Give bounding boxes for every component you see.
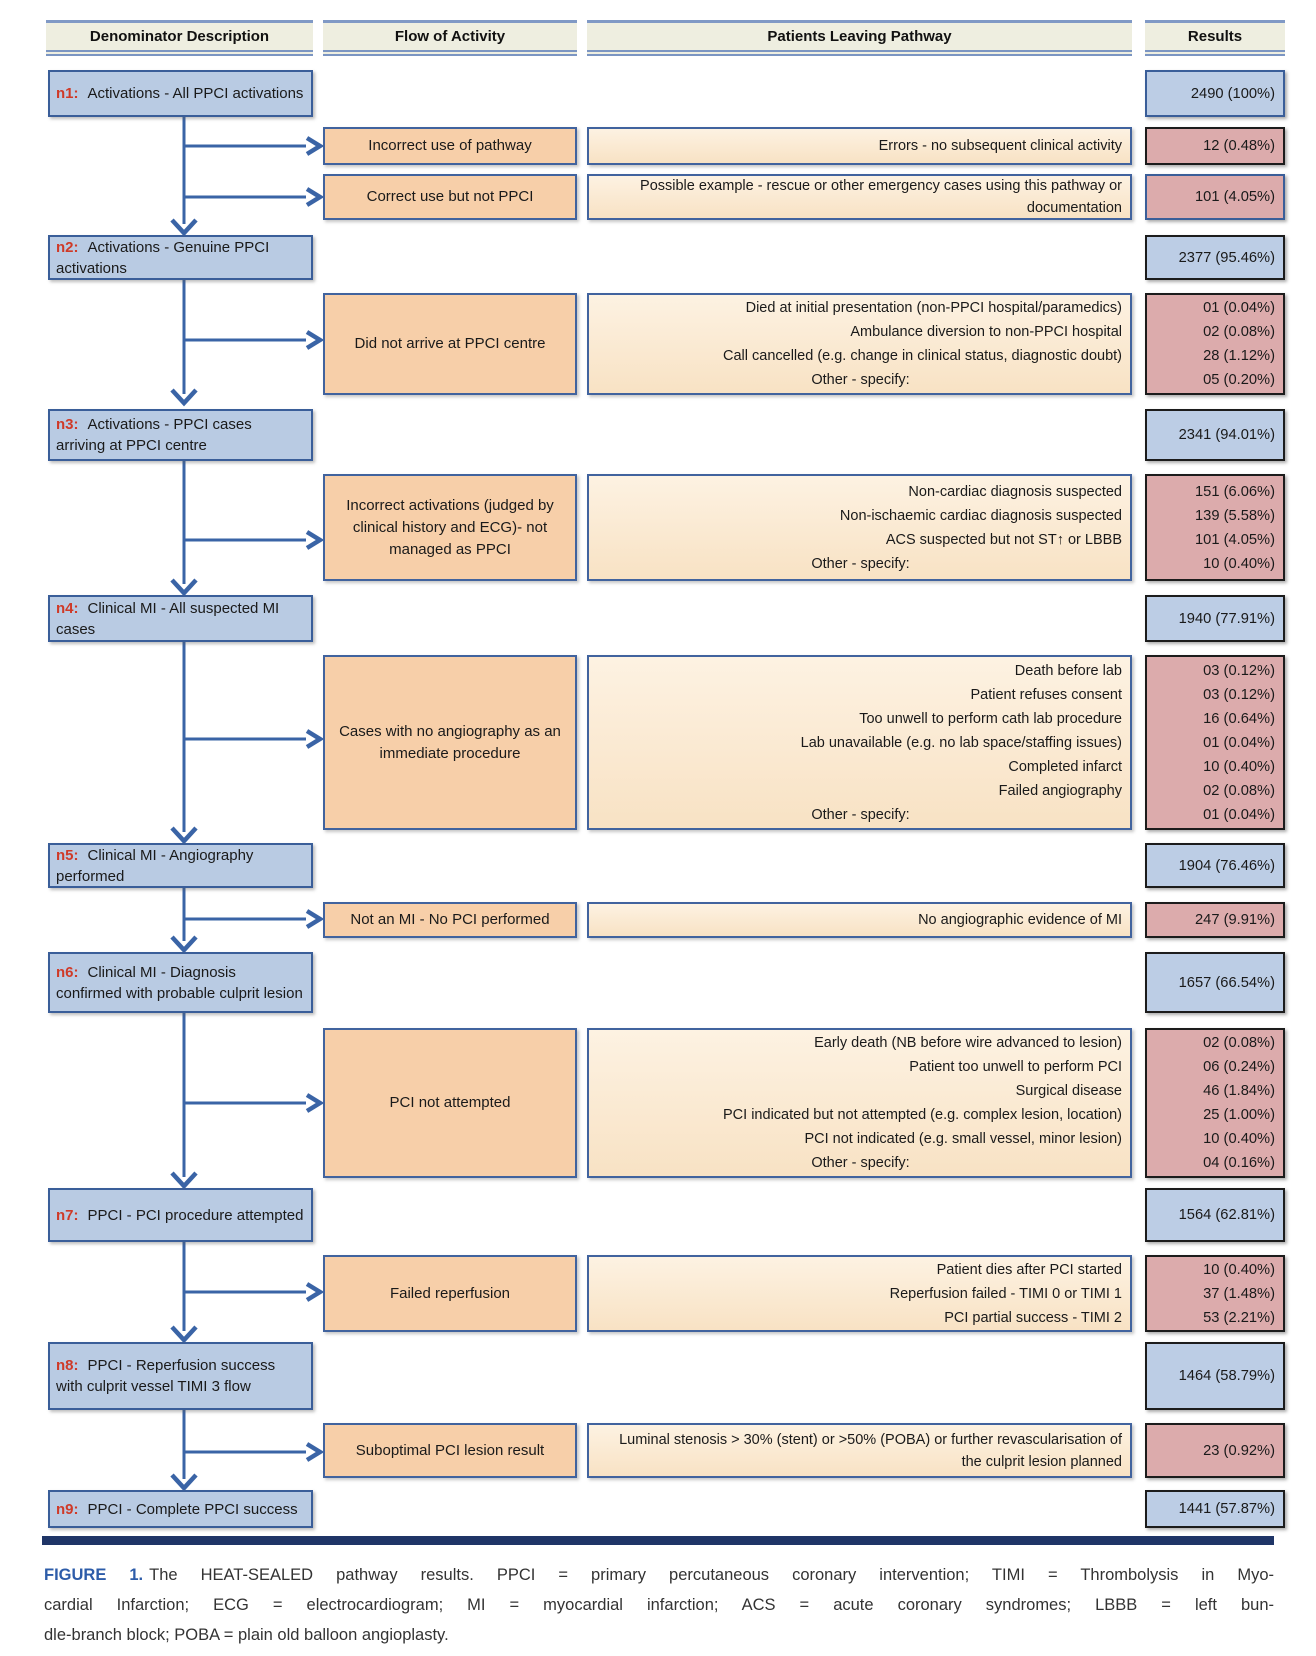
node-id: n6: xyxy=(56,963,79,981)
result-line: 05 (0.20%) xyxy=(1203,372,1275,388)
result-box-not-an-mi xyxy=(1145,902,1285,938)
result-box-incorrect-use xyxy=(1145,127,1285,165)
node-id: n3: xyxy=(56,416,79,433)
leaving-box-did-not-arrive xyxy=(587,293,1132,395)
node-label: Clinical MI - Diagnosis confirmed with probable culprit lesion xyxy=(56,963,303,1002)
result-box-incorrect-activations xyxy=(1145,474,1285,581)
result-value: 1464 (58.79%) xyxy=(1178,1368,1275,1384)
result-line: 10 (0.40%) xyxy=(1203,1131,1275,1147)
column-header-results xyxy=(1145,20,1285,56)
result-line: 139 (5.58%) xyxy=(1194,507,1275,524)
flow-box-not-an-mi xyxy=(323,902,577,938)
column-header-leaving xyxy=(587,20,1132,56)
result-line: 101 (4.05%) xyxy=(1194,531,1275,548)
caption-label: FIGURE 1. xyxy=(44,1566,144,1584)
flow-box-correct-not-ppci xyxy=(323,174,577,220)
reason-line: Failed angiography xyxy=(998,782,1122,799)
result-line: 01 (0.04%) xyxy=(1203,734,1275,751)
reason-line: Surgical disease xyxy=(1015,1083,1122,1099)
reason-line: ACS suspected but not ST↑ or LBBB xyxy=(885,531,1122,548)
column-header-flow xyxy=(323,20,577,56)
result-line: 06 (0.24%) xyxy=(1203,1059,1275,1075)
flow-label: Correct use but not PPCI xyxy=(366,188,534,205)
reason-line: Too unwell to perform cath lab procedure xyxy=(859,710,1122,727)
reason-line: Errors - no subsequent clinical activity xyxy=(878,138,1122,154)
figure-caption xyxy=(44,1560,1274,1650)
result-value: 1441 (57.87%) xyxy=(1178,1501,1275,1517)
result-value: 2377 (95.46%) xyxy=(1178,249,1275,266)
node-n6 xyxy=(48,952,313,1013)
result-value: 2490 (100%) xyxy=(1190,85,1275,102)
flow-box-no-angiography xyxy=(323,655,577,830)
reason-line: Lab unavailable (e.g. no lab space/staffing issues) xyxy=(800,734,1122,751)
result-line: 02 (0.08%) xyxy=(1203,324,1275,340)
node-id: n7: xyxy=(56,1206,79,1224)
node-n7 xyxy=(48,1188,313,1242)
leaving-box-pci-not-attempted xyxy=(587,1028,1132,1178)
result-line: 12 (0.48%) xyxy=(1203,138,1275,154)
reason-line: Completed infarct xyxy=(1008,758,1122,775)
caption-line xyxy=(44,1560,1274,1590)
node-n1 xyxy=(48,70,313,117)
reason-line: Other - specify: xyxy=(811,1155,910,1171)
reason-line: Death before lab xyxy=(1014,662,1122,679)
result-line: 28 (1.12%) xyxy=(1203,348,1275,364)
result-n8 xyxy=(1145,1342,1285,1410)
reason-line: Non-cardiac diagnosis suspected xyxy=(908,483,1122,500)
reason-line: PCI partial success - TIMI 2 xyxy=(944,1309,1122,1326)
node-n8 xyxy=(48,1342,313,1410)
node-label: Clinical MI - All suspected MI cases xyxy=(56,599,280,638)
caption-text: cardial Infarction; ECG = electrocardiogram; MI = myocardial infarction; ACS = acute coronary syndromes; LBBB = left bun- xyxy=(44,1596,1274,1614)
result-box-pci-not-attempted xyxy=(1145,1028,1285,1178)
node-id: n5: xyxy=(56,846,79,864)
result-n1 xyxy=(1145,70,1285,117)
flow-label: Did not arrive at PPCI centre xyxy=(354,335,546,352)
result-box-correct-not-ppci xyxy=(1145,174,1285,220)
result-line: 02 (0.08%) xyxy=(1203,782,1275,799)
flow-label: Suboptimal PCI lesion result xyxy=(355,1441,545,1459)
result-n7 xyxy=(1145,1188,1285,1242)
leaving-box-incorrect-use xyxy=(587,127,1132,165)
result-line: 151 (6.06%) xyxy=(1194,483,1275,500)
result-line: 53 (2.21%) xyxy=(1203,1309,1275,1326)
result-line: 01 (0.04%) xyxy=(1203,806,1275,823)
node-label: PPCI - PCI procedure attempted xyxy=(87,1206,304,1224)
reason-line: No angiographic evidence of MI xyxy=(918,912,1122,928)
leaving-box-suboptimal-result xyxy=(587,1423,1132,1478)
flow-label: Incorrect activations (judged by clinical history and ECG)- not managed as PPCI xyxy=(346,496,554,558)
flow-box-failed-reperfusion xyxy=(323,1255,577,1332)
result-line: 247 (9.91%) xyxy=(1194,912,1275,928)
node-label: Activations - All PPCI activations xyxy=(87,85,304,102)
node-label: Clinical MI - Angiography performed xyxy=(56,846,254,885)
flow-label: Failed reperfusion xyxy=(389,1284,511,1302)
flow-box-pci-not-attempted xyxy=(323,1028,577,1178)
result-value: 1657 (66.54%) xyxy=(1178,974,1275,991)
result-value: 1940 (77.91%) xyxy=(1178,610,1275,627)
reason-line: Patient refuses consent xyxy=(970,686,1122,703)
node-id: n8: xyxy=(56,1357,79,1374)
column-header-label: Flow of Activity xyxy=(394,28,506,45)
node-label: PPCI - Reperfusion success with culprit vessel TIMI 3 flow xyxy=(56,1357,276,1395)
node-n2 xyxy=(48,235,313,280)
result-line: 101 (4.05%) xyxy=(1194,189,1275,205)
result-line: 16 (0.64%) xyxy=(1203,710,1275,727)
flow-box-suboptimal-result xyxy=(323,1423,577,1478)
leaving-box-not-an-mi xyxy=(587,902,1132,938)
flow-box-incorrect-activations xyxy=(323,474,577,581)
caption-line xyxy=(44,1590,1274,1620)
node-label: Activations - PPCI cases arriving at PPCI centre xyxy=(56,416,252,454)
result-n4 xyxy=(1145,595,1285,642)
result-line: 46 (1.84%) xyxy=(1203,1083,1275,1099)
caption-line xyxy=(44,1620,1274,1650)
column-header-label: Results xyxy=(1187,28,1243,45)
result-line: 10 (0.40%) xyxy=(1203,758,1275,775)
result-n6 xyxy=(1145,952,1285,1013)
result-line: 10 (0.40%) xyxy=(1203,1261,1275,1278)
result-line: 23 (0.92%) xyxy=(1203,1442,1275,1459)
reason-line: Reperfusion failed - TIMI 0 or TIMI 1 xyxy=(889,1285,1122,1302)
reason-line: Patient dies after PCI started xyxy=(936,1261,1122,1278)
reason-line: PCI not indicated (e.g. small vessel, minor lesion) xyxy=(804,1131,1122,1147)
reason-line: Non-ischaemic cardiac diagnosis suspected xyxy=(839,507,1122,524)
result-n2 xyxy=(1145,235,1285,280)
column-header-label: Patients Leaving Pathway xyxy=(767,28,952,45)
reason-line: Call cancelled (e.g. change in clinical status, diagnostic doubt) xyxy=(723,348,1122,364)
flow-label: Cases with no angiography as an immediate procedure xyxy=(339,722,561,762)
result-box-did-not-arrive xyxy=(1145,293,1285,395)
flow-label: PCI not attempted xyxy=(389,1094,511,1111)
leaving-box-no-angiography xyxy=(587,655,1132,830)
column-header-label: Denominator Description xyxy=(89,28,270,45)
node-id: n9: xyxy=(56,1500,79,1518)
separator-bar xyxy=(42,1536,1274,1545)
flow-label: Incorrect use of pathway xyxy=(368,137,532,154)
node-label: Activations - Genuine PPCI activations xyxy=(56,238,270,277)
result-box-no-angiography xyxy=(1145,655,1285,830)
flow-label: Not an MI - No PCI performed xyxy=(350,911,550,928)
leaving-box-failed-reperfusion xyxy=(587,1255,1132,1332)
result-line: 04 (0.16%) xyxy=(1203,1155,1275,1171)
reason-line: Luminal stenosis > 30% (stent) or >50% (POBA) or further revascularisation of the culprit lesion planned xyxy=(619,1431,1122,1470)
result-box-suboptimal-result xyxy=(1145,1423,1285,1478)
reason-line: Early death (NB before wire advanced to lesion) xyxy=(814,1035,1122,1051)
result-line: 02 (0.08%) xyxy=(1203,1035,1275,1051)
reason-line: Ambulance diversion to non-PPCI hospital xyxy=(850,324,1122,340)
node-n9 xyxy=(48,1490,313,1528)
caption-text: dle-branch block; POBA = plain old balloon angioplasty. xyxy=(44,1626,449,1644)
result-line: 25 (1.00%) xyxy=(1203,1107,1275,1123)
result-line: 03 (0.12%) xyxy=(1203,686,1275,703)
result-line: 01 (0.04%) xyxy=(1203,300,1275,316)
result-value: 2341 (94.01%) xyxy=(1178,427,1275,443)
node-n3 xyxy=(48,409,313,461)
flow-box-did-not-arrive xyxy=(323,293,577,395)
caption-text: The HEAT-SEALED pathway results. PPCI = primary percutaneous coronary intervention; TIMI = Thrombolysis in Myo- xyxy=(149,1566,1274,1584)
node-n5 xyxy=(48,843,313,888)
reason-line: Other - specify: xyxy=(811,806,910,823)
leaving-box-correct-not-ppci xyxy=(587,174,1132,220)
reason-line: Possible example - rescue or other emergency cases using this pathway or documentation xyxy=(640,178,1122,216)
node-id: n2: xyxy=(56,238,79,256)
reason-line: PCI indicated but not attempted (e.g. complex lesion, location) xyxy=(723,1107,1122,1123)
reason-line: Patient too unwell to perform PCI xyxy=(909,1059,1122,1075)
leaving-box-incorrect-activations xyxy=(587,474,1132,581)
reason-line: Other - specify: xyxy=(811,555,910,572)
result-n5 xyxy=(1145,843,1285,888)
result-n3 xyxy=(1145,409,1285,461)
result-line: 10 (0.40%) xyxy=(1203,555,1275,572)
column-header-denominator xyxy=(46,20,313,56)
result-value: 1904 (76.46%) xyxy=(1178,857,1275,874)
result-line: 03 (0.12%) xyxy=(1203,662,1275,679)
reason-line: Other - specify: xyxy=(811,372,910,388)
node-id: n1: xyxy=(56,85,79,102)
result-box-failed-reperfusion xyxy=(1145,1255,1285,1332)
result-value: 1564 (62.81%) xyxy=(1178,1207,1275,1223)
node-id: n4: xyxy=(56,599,79,617)
flow-box-incorrect-use xyxy=(323,127,577,165)
reason-line: Died at initial presentation (non-PPCI hospital/paramedics) xyxy=(745,300,1122,316)
node-n4 xyxy=(48,595,313,642)
result-line: 37 (1.48%) xyxy=(1203,1285,1275,1302)
node-label: PPCI - Complete PPCI success xyxy=(87,1500,298,1518)
result-n9 xyxy=(1145,1490,1285,1528)
